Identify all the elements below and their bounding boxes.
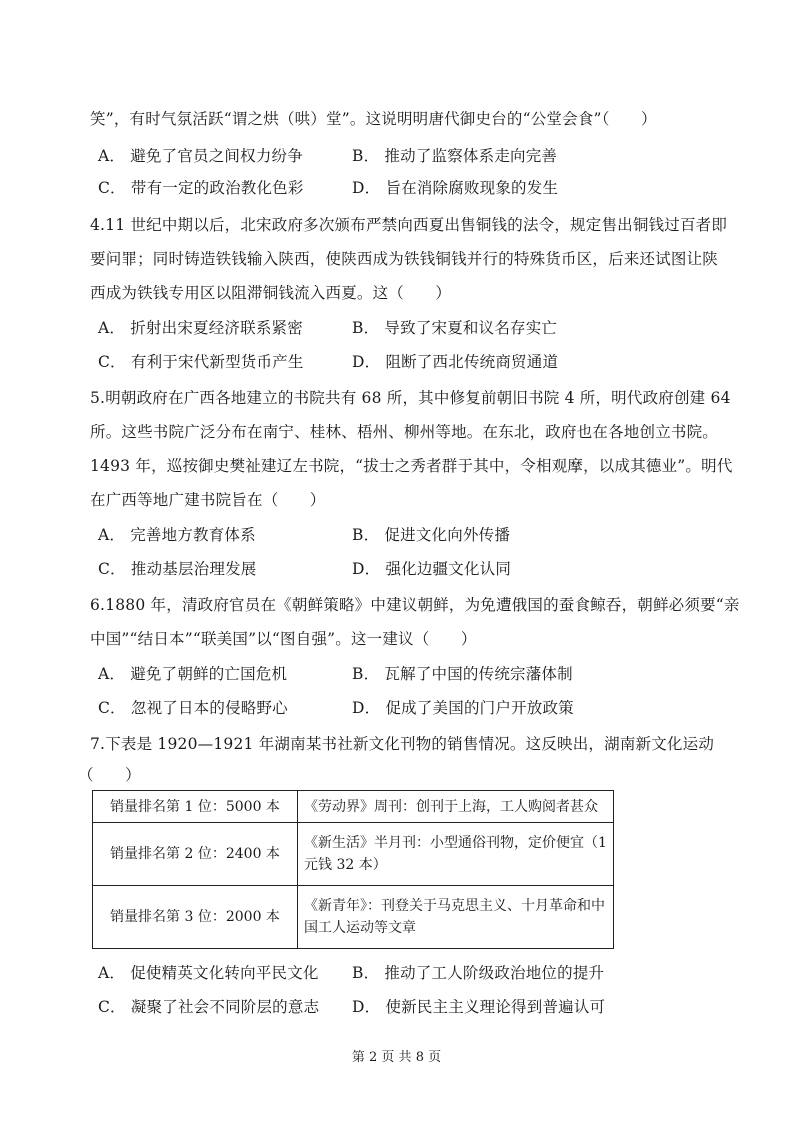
q6-stem-line-2: 中国”“结日本”“联美国”以“图自强”。这一建议（ ）: [90, 630, 477, 648]
q7-option-c: C． 凝聚了社会不同阶层的意志: [98, 998, 320, 1016]
q3-option-b: B． 推动了监察体系走向完善: [352, 147, 558, 165]
q4-option-d: D． 阻断了西北传统商贸通道: [352, 353, 559, 371]
q7-stem-line-1: 7.下表是 1920—1921 年湖南某书社新文化刊物的销售情况。这反映出，湖南新文化运动: [90, 735, 715, 753]
q5-option-b: B． 促进文化向外传播: [352, 526, 511, 544]
description-line: 元钱 32 本）: [304, 857, 387, 873]
q6-option-c: C． 忽视了日本的侵略野心: [98, 699, 288, 717]
rank-cell: 销量排名第 3 位：2000 本: [93, 886, 298, 949]
q4-stem-line-1: 4.11 世纪中期以后，北宋政府多次颁布严禁向西夏出售铜钱的法令，规定售出铜钱过百者即: [90, 216, 728, 234]
q5-option-d: D． 强化边疆文化认同: [352, 560, 512, 578]
q5-option-a: A． 完善地方教育体系: [98, 526, 256, 544]
q5-stem-line-4: 在广西等地广建书院旨在（ ）: [90, 491, 326, 509]
sales-table: [92, 790, 614, 949]
q3-option-c: C． 带有一定的政治教化色彩: [98, 179, 304, 197]
q6-option-d: D． 促成了美国的门户开放政策: [352, 699, 574, 717]
q6-option-b: B． 瓦解了中国的传统宗藩体制: [352, 665, 573, 683]
q4-option-c: C． 有利于宋代新型货币产生: [98, 353, 304, 371]
q4-option-a: A． 折射出宋夏经济联系紧密: [98, 319, 303, 337]
description-cell: [298, 886, 614, 949]
q5-stem-line-3: 1493 年，巡按御史樊祉建辽左书院，“拔士之秀者群于其中，令相观摩，以成其德业”。明代: [90, 457, 733, 475]
table-row: [93, 886, 614, 949]
q7-stem-line-2: （ ）: [78, 766, 141, 784]
q4-stem-line-3: 西成为铁钱专用区以阻滞铜钱流入西夏。这（ ）: [90, 284, 452, 302]
description-cell: [298, 791, 614, 823]
q5-stem-line-1: 5.明朝政府在广西各地建立的书院共有 68 所，其中修复前朝旧书院 4 所，明代政府创建 64: [90, 389, 731, 407]
description-line: 《新青年》：刊登关于马克思主义、十月革命和中: [304, 898, 605, 914]
q4-stem-line-2: 要问罪；同时铸造铁钱输入陕西，使陕西成为铁钱铜钱并行的特殊货币区，后来还试图让陕: [90, 250, 719, 268]
table-row: [93, 791, 614, 823]
description-line: 国工人运动等文章: [304, 920, 416, 936]
q7-option-d: D． 使新民主主义理论得到普遍认可: [352, 998, 606, 1016]
q5-option-c: C． 推动基层治理发展: [98, 560, 257, 578]
page-footer: 第 2 页 共 8 页: [351, 1050, 442, 1065]
q6-option-a: A． 避免了朝鲜的亡国危机: [98, 665, 288, 683]
q7-option-a: A． 促使精英文化转向平民文化: [98, 964, 319, 982]
q3-option-a: A． 避免了官员之间权力纷争: [98, 147, 303, 165]
description-line: 《新生活》半月刊：小型通俗刊物，定价便宜（1: [304, 835, 607, 851]
q4-option-b: B． 导致了宋夏和议名存实亡: [352, 319, 558, 337]
q6-stem-line-1: 6.1880 年，清政府官员在《朝鲜策略》中建议朝鲜，为免遭俄国的蚕食鲸吞，朝鲜必须要“亲: [90, 596, 740, 614]
table-row: [93, 823, 614, 886]
q5-stem-line-2: 所。这些书院广泛分布在南宁、桂林、梧州、柳州等地。在东北，政府也在各地创立书院。: [90, 423, 719, 441]
rank-cell: 销量排名第 2 位：2400 本: [93, 823, 298, 886]
description-cell: [298, 823, 614, 886]
rank-cell: 销量排名第 1 位：5000 本: [93, 791, 298, 823]
description-line: 《劳动界》周刊：创刊于上海，工人购阅者甚众: [304, 798, 598, 815]
q3-stem-continuation: 笑”，有时气氛活跃“谓之烘（哄）堂”。这说明明唐代御史台的“公堂会食”（ ）: [90, 110, 657, 128]
q7-option-b: B． 推动了工人阶级政治地位的提升: [352, 964, 605, 982]
q3-option-d: D． 旨在消除腐败现象的发生: [352, 179, 559, 197]
